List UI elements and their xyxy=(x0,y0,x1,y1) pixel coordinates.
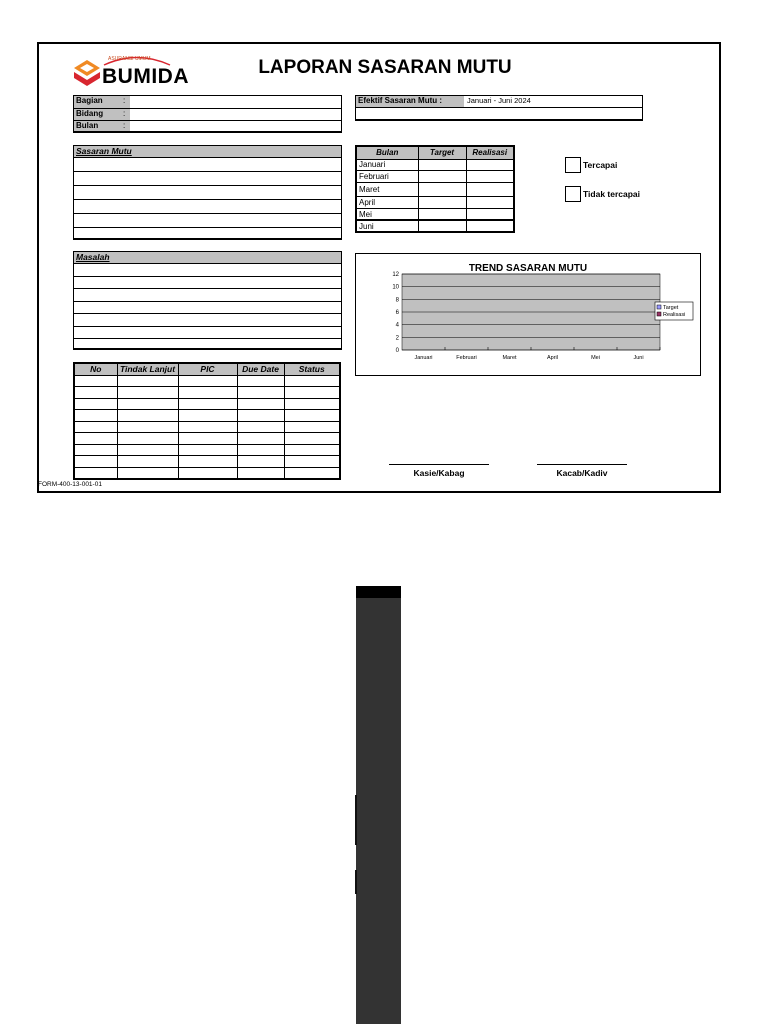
x-tick-label: Februari xyxy=(456,355,477,361)
masalah-row xyxy=(73,277,342,290)
col-due-date: Due Date xyxy=(237,363,284,375)
masalah-section xyxy=(73,251,342,350)
masalah-row xyxy=(73,264,342,277)
table-row xyxy=(74,433,340,445)
sasaran-row xyxy=(73,214,342,228)
sasaran-row xyxy=(73,158,342,172)
y-tick-label: 4 xyxy=(395,322,399,329)
masalah-row xyxy=(73,339,342,350)
table-row xyxy=(356,159,514,171)
x-tick-label: Mei xyxy=(591,355,600,361)
masalah-row xyxy=(73,302,342,315)
tercapai-label: Tercapai xyxy=(583,160,618,170)
month-cell: Maret xyxy=(356,183,418,197)
efektif-box xyxy=(355,95,643,121)
col-target: Target xyxy=(418,146,466,159)
divider xyxy=(355,795,357,845)
col-no: No xyxy=(74,363,117,375)
table-row xyxy=(356,171,514,183)
y-tick-label: 6 xyxy=(395,310,399,316)
col-tindak-lanjut: Tindak Lanjut xyxy=(117,363,178,375)
info-row-bulan xyxy=(73,120,342,133)
info-colon: : xyxy=(123,108,126,118)
masalah-row xyxy=(73,327,342,340)
table-row xyxy=(74,456,340,468)
y-tick-label: 12 xyxy=(392,272,399,278)
info-colon: : xyxy=(123,121,126,130)
table-row xyxy=(74,421,340,433)
info-label: Bidang xyxy=(76,108,104,118)
y-tick-label: 0 xyxy=(395,348,399,354)
legend-swatch xyxy=(657,305,661,309)
table-row xyxy=(356,208,514,220)
x-tick-label: April xyxy=(546,355,559,361)
info-row-bagian xyxy=(73,95,342,108)
y-tick-label: 2 xyxy=(395,335,399,342)
signature-line-left xyxy=(389,464,489,465)
info-label: Bulan xyxy=(76,121,99,130)
month-cell: Januari xyxy=(356,159,418,171)
masalah-row xyxy=(73,289,342,302)
table-row xyxy=(74,375,340,387)
col-pic: PIC xyxy=(178,363,237,375)
masalah-row xyxy=(73,314,342,327)
x-tick-label: Januari xyxy=(414,355,433,361)
table-row xyxy=(74,398,340,410)
tindak-lanjut-table xyxy=(73,362,341,480)
page-title: LAPORAN SASARAN MUTU xyxy=(258,57,512,78)
sasaran-row xyxy=(73,172,342,186)
tidak-tercapai-checkbox[interactable] xyxy=(565,186,581,202)
form-code: FORM-400-13-001-01 xyxy=(38,481,102,488)
table-row xyxy=(356,197,514,209)
signature-label-left: Kasie/Kabag xyxy=(413,468,465,478)
table-row xyxy=(356,183,514,197)
signature-label-right: Kacab/Kadiv xyxy=(556,468,608,478)
sasaran-row xyxy=(73,200,342,214)
sasaran-mutu-heading: Sasaran Mutu xyxy=(73,145,342,158)
col-bulan: Bulan xyxy=(356,146,418,159)
table-row xyxy=(356,220,514,232)
trend-chart xyxy=(355,253,701,376)
month-cell: Juni xyxy=(356,220,418,232)
sasaran-mutu-section xyxy=(73,145,342,240)
info-colon: : xyxy=(123,96,126,105)
efektif-label: Efektif Sasaran Mutu : xyxy=(356,96,464,107)
col-realisasi: Realisasi xyxy=(466,146,514,159)
col-status: Status xyxy=(284,363,340,375)
month-cell: April xyxy=(356,197,418,209)
legend-swatch xyxy=(657,312,661,316)
efektif-value: Januari - Juni 2024 xyxy=(467,96,531,105)
table-row xyxy=(74,444,340,456)
legend-label: Target xyxy=(663,305,679,311)
bumida-logo xyxy=(72,54,192,90)
y-tick-label: 10 xyxy=(392,284,399,291)
table-row xyxy=(74,387,340,399)
sasaran-row xyxy=(73,228,342,240)
legend-label: Realisasi xyxy=(663,312,686,318)
bulan-target-table xyxy=(355,145,515,233)
logo-mark-icon xyxy=(72,58,102,90)
x-tick-label: Juni xyxy=(633,355,644,361)
x-tick-label: Maret xyxy=(502,355,517,361)
tercapai-checkbox[interactable] xyxy=(565,157,581,173)
info-label: Bagian xyxy=(76,96,103,105)
divider xyxy=(355,870,357,894)
logo-subtext: ASURANSI UMUM xyxy=(108,56,151,62)
sasaran-row xyxy=(73,186,342,200)
scrollbar-thumb[interactable] xyxy=(356,586,401,598)
scrollbar-track[interactable] xyxy=(356,586,401,1024)
trend-chart-svg xyxy=(356,254,702,377)
table-row xyxy=(74,467,340,479)
month-cell: Februari xyxy=(356,171,418,183)
logo-text: BUMIDA xyxy=(102,65,189,88)
signature-line-right xyxy=(537,464,627,465)
masalah-heading: Masalah xyxy=(73,251,342,264)
y-tick-label: 8 xyxy=(395,297,399,304)
table-row xyxy=(74,410,340,422)
tidak-tercapai-label: Tidak tercapai xyxy=(583,189,641,199)
chart-title: TREND SASARAN MUTU xyxy=(468,263,588,274)
info-row-bidang xyxy=(73,108,342,121)
month-cell: Mei xyxy=(356,208,418,220)
info-table xyxy=(73,95,342,133)
